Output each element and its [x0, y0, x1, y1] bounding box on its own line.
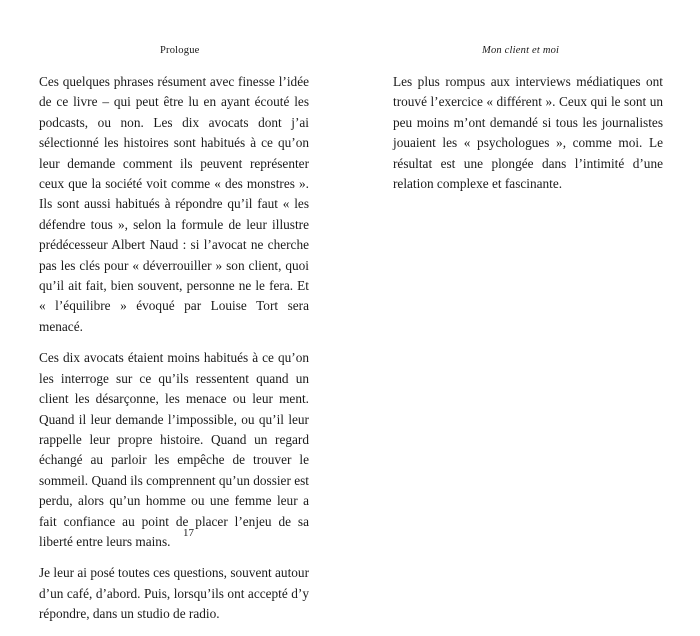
right-body-text — [393, 72, 663, 205]
left-body-text — [39, 72, 309, 636]
paragraph-1: Ces quelques phrases résument avec finesse l’idée de ce livre – qui peut être lu en ayant écouté les podcasts, ou non. Les dix avocats dont j’ai sélectionné les histoires sont habitués à ce qu’on leur demande comment ils peuvent représenter ceux que la société voit comme « des monstres ». Ils sont aussi habitués à répondre qu’il faut « les défendre tous », selon la formule de leur illustre prédécesseur Albert Naud : si l’avocat ne cherche pas les clés pour « déverrouiller » son client, quoi qu’il ait fait, bien souvent, personne ne le fera. Et « l’équilibre » évoqué par Louise Tort sera menacé. — [39, 74, 309, 334]
right-page — [350, 0, 700, 583]
paragraph-2: Ces dix avocats étaient moins habitués à ce qu’on les interroge sur ce qu’ils ressentent quand un client les désarçonne, les menace ou leur ment. Quand il leur demande l’impossible, ou qu’il leur rappelle leur propre histoire. Quand un regard échangé au parloir les empêche de trouver le sommeil. Quand ils comprennent qu’un dossier est perdu, alors qu’un homme ou une femme leur a fait confiance au point de placer l’enjeu de sa liberté entre leurs mains. — [39, 350, 309, 549]
left-page — [0, 0, 350, 622]
paragraph-4: Les plus rompus aux interviews médiatiques ont trouvé l’exercice « différent ». Ceux qui le sont un peu moins m’ont demandé si tous les journalistes jouaient les « psychologues », comme moi. Le résultat est une plongée dans l’intimité d’une relation complexe et fascinante. — [393, 74, 663, 192]
page-number: 17 — [183, 527, 194, 539]
paragraph-3: Je leur ai posé toutes ces questions, souvent autour d’un café, d’abord. Puis, lorsqu’ils ont accepté d’y répondre, dans un studio de radio. — [39, 565, 309, 622]
running-head-right: Mon client et moi — [482, 45, 560, 56]
running-head-left: Prologue — [160, 45, 200, 56]
